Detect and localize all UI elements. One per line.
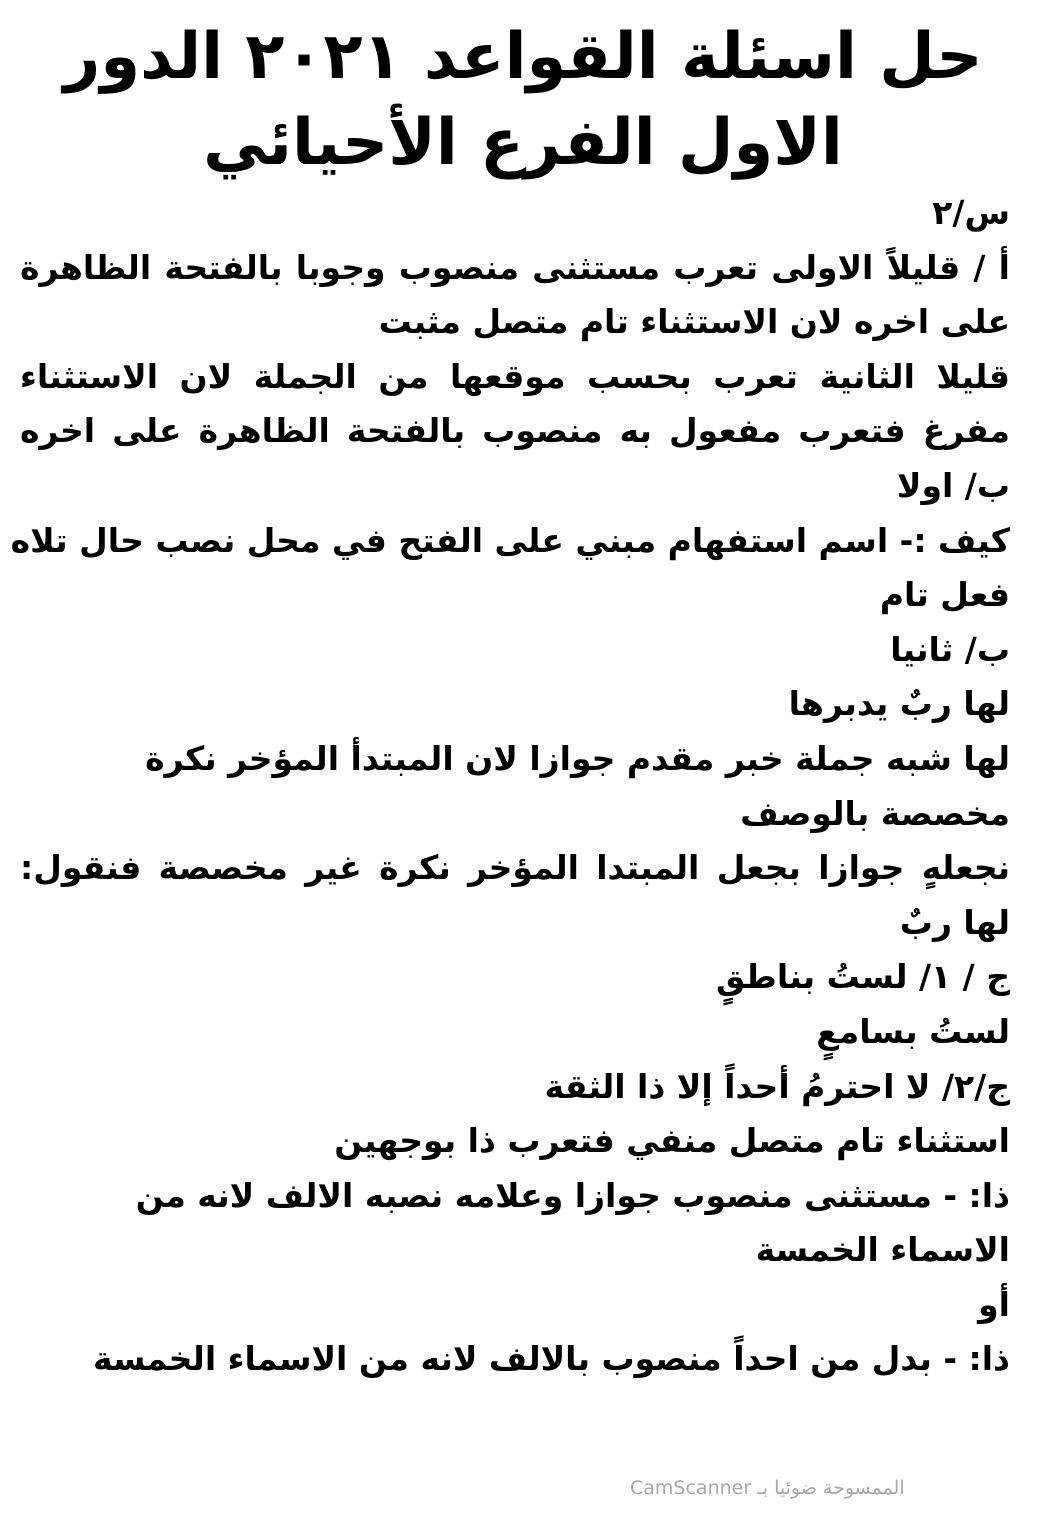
text-line: لستُ بسامعٍ <box>816 1011 1010 1051</box>
page-title <box>60 14 986 186</box>
section-heading: ب/ اولا <box>896 465 1010 505</box>
text-line: ذا: - بدل من احداً منصوب بالالف لانه من الاسماء الخمسة <box>92 1339 1010 1379</box>
text-line: ذا: - مستثنى منصوب جوازا وعلامه نصبه الالف لانه من <box>135 1175 1010 1215</box>
text-line: لها ربٌ يدبرها <box>788 684 1010 724</box>
section-heading: ج / ١/ لستُ بناطقٍ <box>716 957 1010 997</box>
text-line: أو <box>978 1284 1010 1324</box>
star-icon: ★ <box>258 618 282 648</box>
text-line: لها شبه جملة خبر مقدم جوازا لان المبتدأ المؤخر نكرة <box>145 738 1010 778</box>
text-line: لها ربٌ <box>899 902 1010 942</box>
text-line: قليلا الثانية تعرب بحسب موقعها من الجملة لان الاستثناء <box>20 356 1010 396</box>
section-heading: ج/٢/ لا احترمُ أحداً إلا ذا الثقة <box>544 1066 1010 1106</box>
title-line-1: حل اسئلة القواعد ٢٠٢١ الدور <box>63 20 983 94</box>
text-line: أ / قليلاً الاولى تعرب مستثنى منصوب وجوبا بالفتحة الظاهرة <box>20 247 1010 287</box>
text-line: كيف :- اسم استفهام مبني على الفتح في محل نصب حال تلاه <box>10 520 1010 560</box>
watermark: نور عمر علاء الجاوي <box>62 448 500 508</box>
text-line: مفرغ فتعرب مفعول به منصوب بالفتحة الظاهرة على اخره <box>20 411 1010 451</box>
text-line: مخصصة بالوصف <box>740 793 1010 833</box>
text-line: الاسماء الخمسة <box>755 1230 1010 1270</box>
question-number: س/٢ <box>932 193 1010 232</box>
text-line: نجعلهٍ جوازا بجعل المبتدا المؤخر نكرة غير مخصصة فنقول: <box>20 848 1010 888</box>
text-line: فعل تام <box>879 575 1010 615</box>
answer-body <box>10 186 1010 1387</box>
text-line: استثناء تام متصل منفي فتعرب ذا بوجهين <box>334 1121 1010 1161</box>
scanner-footer: الممسوحة ضوئيا بـ CamScanner <box>630 1477 905 1499</box>
text-line: على اخره لان الاستثناء تام متصل مثبت <box>378 302 1010 342</box>
title-line-2: الاول الفرع الأحيائي <box>203 106 843 180</box>
section-heading: ب/ ثانيا <box>890 629 1010 669</box>
